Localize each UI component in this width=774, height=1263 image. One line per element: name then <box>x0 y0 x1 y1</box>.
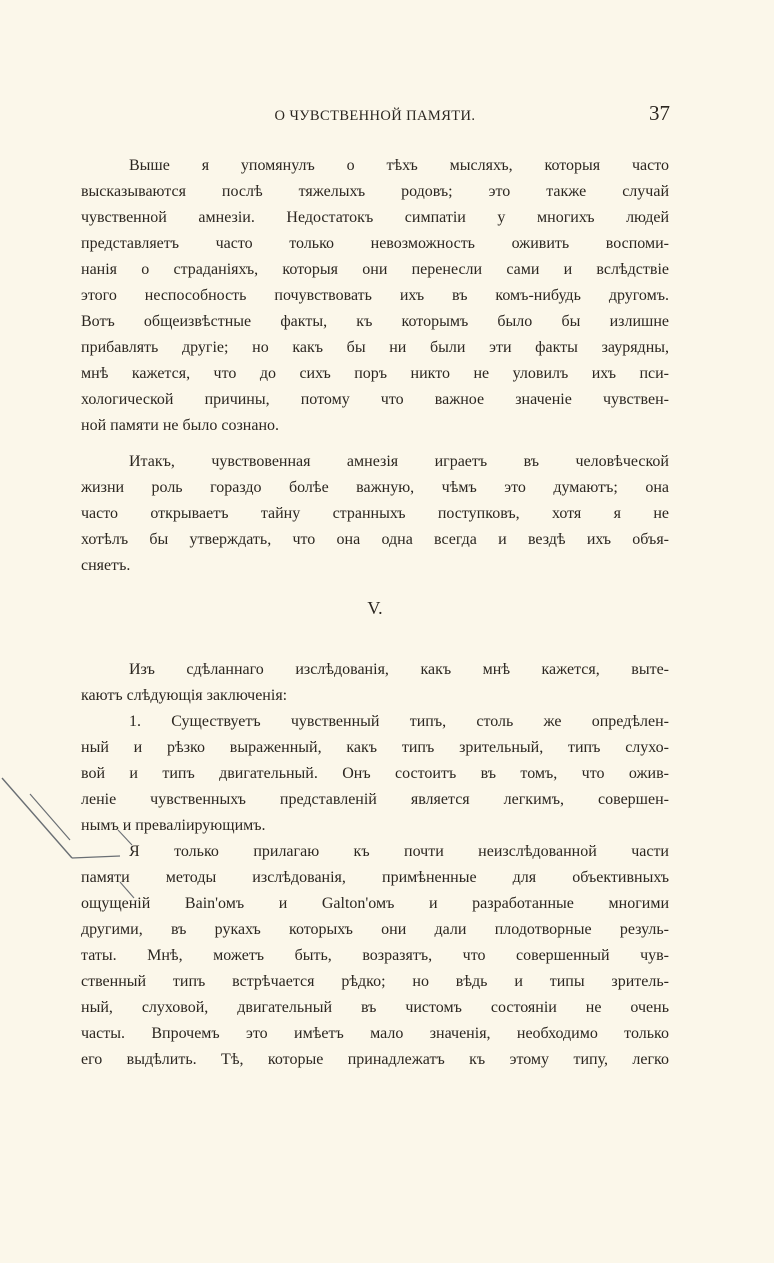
text-line: представляетъ часто только невозможность оживить воспоми- <box>81 235 669 252</box>
text-line: ной памяти не было сознано. <box>81 417 280 434</box>
text-line: таты. Мнѣ, можетъ быть, возразятъ, что совершенный чув- <box>81 947 669 964</box>
text-line: 1. Существуетъ чувственный типъ, столь же опредѣлен- <box>129 713 669 730</box>
running-header <box>80 101 670 126</box>
text-line: леніе чувственныхъ представленій является легкимъ, совершен- <box>81 791 669 808</box>
text-block-after-section <box>81 657 669 1073</box>
text-line: этого неспособность почувствовать ихъ въ комъ-нибудь другомъ. <box>81 287 669 304</box>
text-line: жизни роль гораздо болѣе важную, чѣмъ это думаютъ; она <box>81 479 669 496</box>
text-block-before-section <box>81 153 669 579</box>
text-line: сняетъ. <box>81 557 131 574</box>
text-line: Итакъ, чувствовенная амнезія играетъ въ человѣческой <box>129 453 669 470</box>
text-line: вой и типъ двигательный. Онъ состоитъ въ томъ, что ожив- <box>81 765 669 782</box>
text-line: ственный типъ встрѣчается рѣдко; но вѣдь и типы зритель- <box>81 973 669 990</box>
text-line: каютъ слѣдующія заключенія: <box>81 687 288 704</box>
text-line: его выдѣлить. Тѣ, которые принадлежатъ къ этому типу, легко <box>81 1051 669 1068</box>
text-line: памяти методы изслѣдованія, примѣненные для объективныхъ <box>81 869 669 886</box>
text-line: хологической причины, потому что важное значеніе чувствен- <box>81 391 669 408</box>
text-line: Изъ сдѣланнаго изслѣдованія, какъ мнѣ кажется, выте- <box>129 661 669 678</box>
text-line: ный и рѣзко выраженный, какъ типъ зрительный, типъ слухо- <box>81 739 669 756</box>
text-line: нанія о страданіяхъ, которыя они перенесли сами и вслѣдствіе <box>81 261 669 278</box>
text-line: Вотъ общеизвѣстные факты, къ которымъ было бы излишне <box>81 313 669 330</box>
text-line: часты. Впрочемъ это имѣетъ мало значенія, необходимо только <box>81 1025 669 1042</box>
text-line: прибавлять другіе; но какъ бы ни были эти факты заурядны, <box>81 339 669 356</box>
section-numeral: V. <box>367 598 383 618</box>
text-line: нымъ и преваліирующимъ. <box>81 817 266 834</box>
text-line: ный, слуховой, двигательный въ чистомъ состояніи не очень <box>81 999 669 1016</box>
page-number: 37 <box>649 101 670 125</box>
text-line: ощущеній Bain'омъ и Galton'омъ и разработанные многими <box>81 895 669 912</box>
running-title: О ЧУВСТВЕННОЙ ПАМЯТИ. <box>274 108 476 124</box>
text-line: мнѣ кажется, что до сихъ поръ никто не уловилъ ихъ пси- <box>81 365 669 382</box>
text-line: часто открываетъ тайну странныхъ поступковъ, хотя я не <box>81 505 669 522</box>
text-line: Выше я упомянулъ о тѣхъ мысляхъ, которыя часто <box>129 157 669 174</box>
text-line: хотѣлъ бы утверждать, что она одна всегда и вездѣ ихъ объя- <box>81 531 669 548</box>
text-line: Я только прилагаю къ почти неизслѣдованной части <box>129 843 669 860</box>
pencil-margin-mark <box>0 770 140 900</box>
text-line: высказываются послѣ тяжелыхъ родовъ; это также случай <box>81 183 669 200</box>
text-line: другими, въ рукахъ которыхъ они дали плодотворные резуль- <box>81 921 669 938</box>
text-line: чувственной амнезіи. Недостатокъ симпатіи у многихъ людей <box>81 209 669 226</box>
